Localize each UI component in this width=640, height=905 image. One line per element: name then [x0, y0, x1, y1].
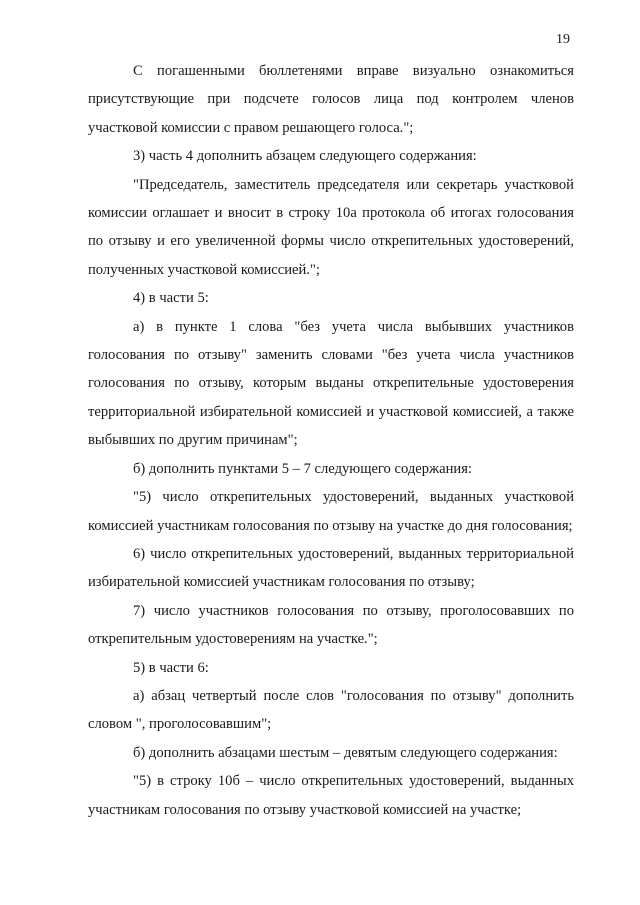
- paragraph: б) дополнить пунктами 5 – 7 следующего содержания:: [133, 460, 472, 477]
- paragraph: "5) в строку 10б – число открепительных удостоверений, выданных участникам голосования по отзыву участковой комиссией на участке;: [88, 773, 574, 818]
- paragraph: С погашенными бюллетенями вправе визуально ознакомиться присутствующие при подсчете голосов лица под контролем членов участковой комиссии с правом решающего голоса.";: [88, 63, 574, 136]
- paragraph: 3) часть 4 дополнить абзацем следующего содержания:: [133, 148, 477, 165]
- document-body: [88, 57, 574, 824]
- paragraph: б) дополнить абзацами шестым – девятым следующего содержания:: [133, 744, 558, 761]
- paragraph: а) абзац четвертый после слов "голосования по отзыву" дополнить словом ", проголосовавшим";: [88, 687, 574, 733]
- paragraph: 7) число участников голосования по отзыву, проголосовавших по открепительным удостоверениям на участке.";: [88, 602, 574, 648]
- paragraph: "5) число открепительных удостоверений, выданных участковой комиссией участникам голосования по отзыву на участке до дня голосования;: [88, 489, 574, 534]
- paragraph: а) в пункте 1 слова "без учета числа выбывших участников голосования по отзыву" заменить словами "без учета числа участников голосования по отзыву, которым выданы открепительные удостоверения территориальной избирательной комиссией и участковой комиссией, а также выбывших по другим причинам";: [88, 318, 574, 449]
- paragraph: 4) в части 5:: [133, 290, 209, 307]
- paragraph: 6) число открепительных удостоверений, выданных территориальной избирательной комиссией участникам голосования по отзыву;: [88, 545, 574, 591]
- page-number: 19: [556, 32, 570, 47]
- paragraph: 5) в части 6:: [133, 659, 209, 676]
- paragraph: "Председатель, заместитель председателя или секретарь участковой комиссии оглашает и вносит в строку 10а протокола об итогах голосования по отзыву и его увеличенной формы число открепительных удостоверений, полученных участковой комиссией.";: [88, 176, 574, 278]
